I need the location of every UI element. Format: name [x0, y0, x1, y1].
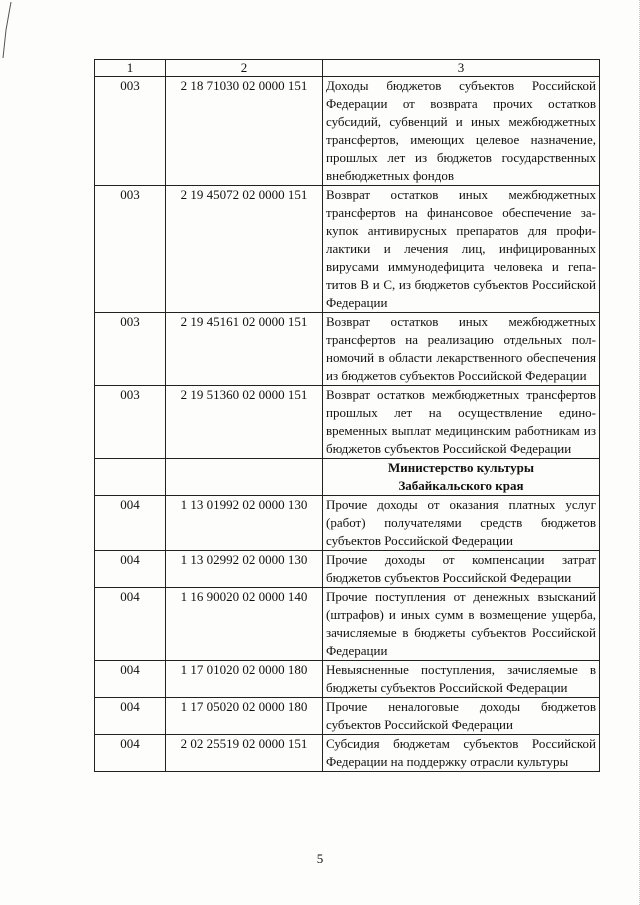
table-row [95, 386, 600, 459]
row-description: Субсидия бюджетам субъектов Российской Федерации на поддержку отрасли культуры [323, 735, 600, 772]
empty-cell [166, 459, 323, 496]
header-col-3: 3 [323, 60, 600, 77]
table-row [95, 186, 600, 313]
row-description: Прочие доходы от оказания платных услуг (работ) получателями средств бюджетов субъектов Российской Федерации [323, 496, 600, 551]
row-code: 004 [95, 698, 166, 735]
ministry-section-row [95, 459, 600, 496]
scan-edge [633, 0, 640, 905]
empty-cell [95, 459, 166, 496]
table-row [95, 551, 600, 588]
row-code: 003 [95, 186, 166, 313]
table-row [95, 698, 600, 735]
row-kbk: 2 19 51360 02 0000 151 [166, 386, 323, 459]
row-description: Прочие неналоговые доходы бюджетов субъектов Российской Федерации [323, 698, 600, 735]
header-col-2: 2 [166, 60, 323, 77]
row-kbk: 1 13 02992 02 0000 130 [166, 551, 323, 588]
ministry-heading [323, 459, 600, 496]
row-code: 004 [95, 496, 166, 551]
table-row [95, 313, 600, 386]
row-kbk: 2 19 45072 02 0000 151 [166, 186, 323, 313]
row-kbk: 2 18 71030 02 0000 151 [166, 77, 323, 186]
ministry-heading-line-2: Забайкальского края [398, 478, 524, 493]
scan-mark [0, 0, 14, 60]
row-description: Возврат остатков межбюджетных трансфертов прошлых лет на осуществление единовременных выплат медицинским работникам из бюджетов субъектов Российской Федерации [323, 386, 600, 459]
row-code: 003 [95, 313, 166, 386]
row-kbk: 1 17 05020 02 0000 180 [166, 698, 323, 735]
row-code: 003 [95, 77, 166, 186]
row-description: Невыясненные поступления, зачисляемые в бюджеты субъектов Российской Федерации [323, 661, 600, 698]
row-code: 004 [95, 588, 166, 661]
row-description: Возврат остатков иных межбюджетных трансфертов на финансовое обеспечение закупок антивирусных препаратов для профилактики и лечения лиц, инфицированных вирусами иммунодефицита человека и гепатитов В и С, из бюджетов субъектов Российской Федерации [323, 186, 600, 313]
row-code: 003 [95, 386, 166, 459]
table-row [95, 735, 600, 772]
row-description: Доходы бюджетов субъектов Российской Федерации от возврата прочих остатков субсидий, субвенций и иных межбюджетных трансфертов, имеющих целевое назначение, прошлых лет из бюджетов государственных внебюджетных фондов [323, 77, 600, 186]
row-kbk: 1 13 01992 02 0000 130 [166, 496, 323, 551]
row-kbk: 2 19 45161 02 0000 151 [166, 313, 323, 386]
row-kbk: 1 17 01020 02 0000 180 [166, 661, 323, 698]
row-description: Возврат остатков иных межбюджетных трансфертов на реализацию отдельных полномочий в области лекарственного обеспечения из бюджетов субъектов Российской Федерации [323, 313, 600, 386]
row-code: 004 [95, 735, 166, 772]
table-row [95, 588, 600, 661]
row-description: Прочие поступления от денежных взысканий (штрафов) и иных сумм в возмещение ущерба, зачисляемые в бюджеты субъектов Российской Федерации [323, 588, 600, 661]
table-header-row [95, 60, 600, 77]
table-row [95, 496, 600, 551]
page-number: 5 [316, 851, 324, 866]
table-row [95, 77, 600, 186]
row-code: 004 [95, 661, 166, 698]
ministry-heading-line-1: Министерство культуры [388, 460, 534, 475]
header-col-1: 1 [95, 60, 166, 77]
document-table [94, 59, 600, 772]
row-code: 004 [95, 551, 166, 588]
table-row [95, 661, 600, 698]
row-kbk: 2 02 25519 02 0000 151 [166, 735, 323, 772]
row-description: Прочие доходы от компенсации затрат бюджетов субъектов Российской Федерации [323, 551, 600, 588]
row-kbk: 1 16 90020 02 0000 140 [166, 588, 323, 661]
